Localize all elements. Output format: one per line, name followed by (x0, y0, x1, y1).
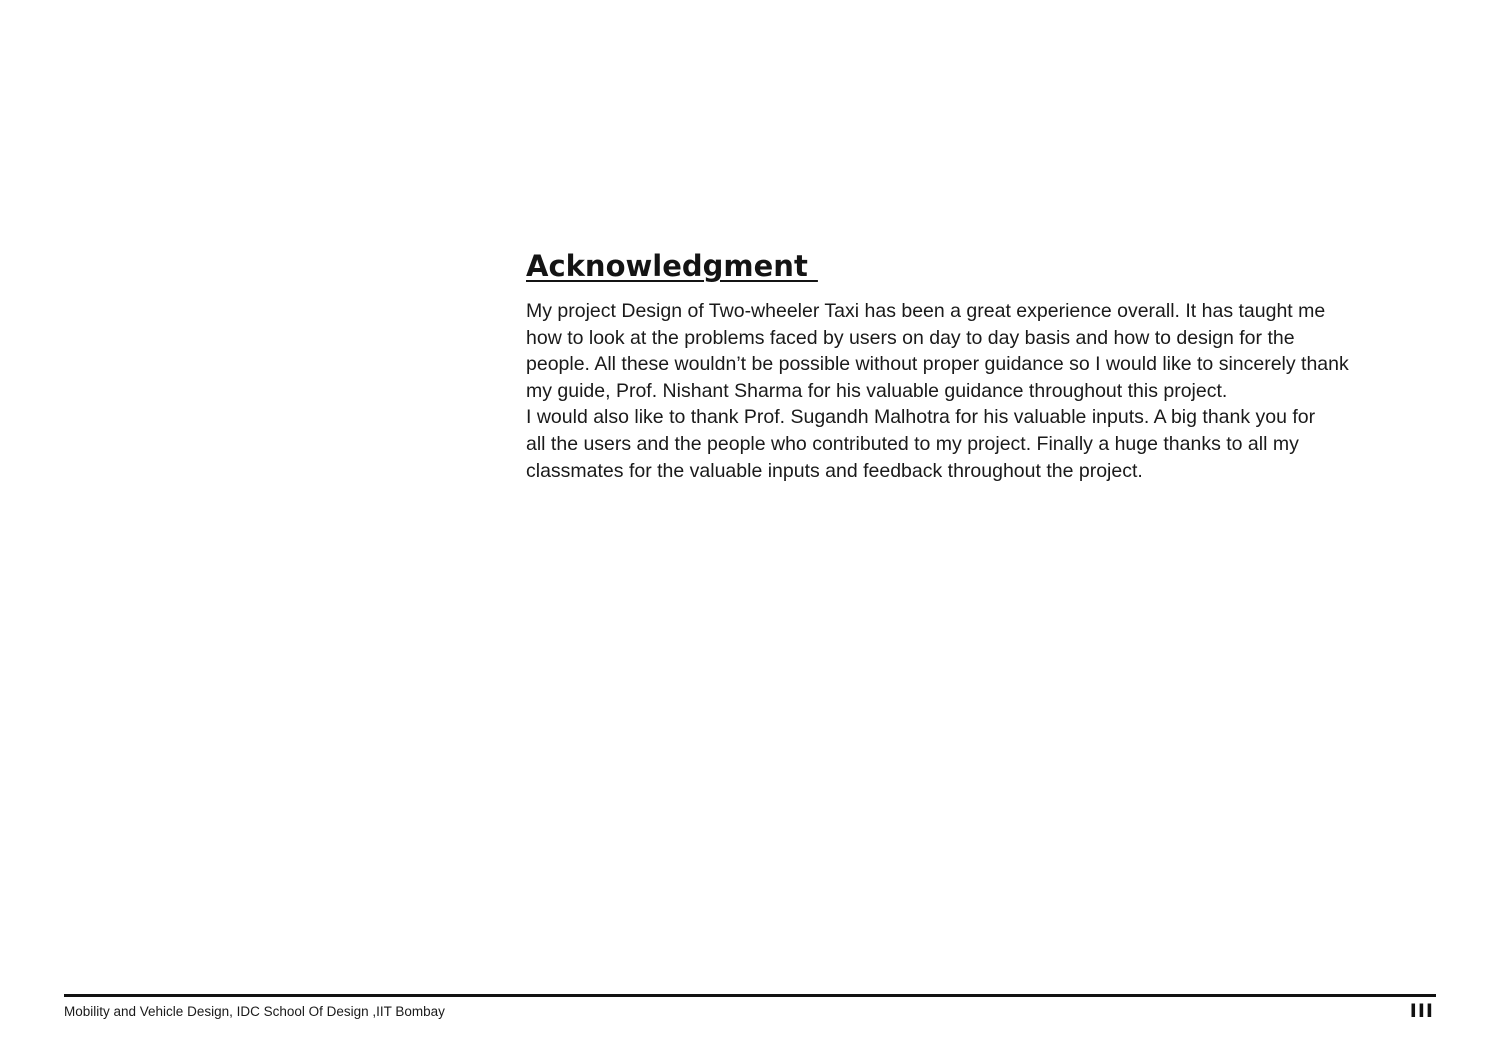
body-line: people. All these wouldn’t be possible without proper guidance so I would like to sincerely thank (526, 353, 1349, 376)
body-line: all the users and the people who contributed to my project. Finally a huge thanks to all my (526, 432, 1299, 455)
footer-divider (64, 994, 1436, 997)
body-line: My project Design of Two-wheeler Taxi has been a great experience overall. It has taught me (526, 300, 1326, 322)
body-line: my guide, Prof. Nishant Sharma for his valuable guidance throughout this project. (526, 379, 1228, 402)
page-title: Acknowledgment (526, 249, 818, 283)
acknowledgment-section (526, 248, 1441, 484)
acknowledgment-body (526, 298, 1441, 484)
body-line: I would also like to thank Prof. Sugandh Malhotra for his valuable inputs. A big thank you for (526, 406, 1316, 429)
body-line: classmates for the valuable inputs and feedback throughout the project. (526, 459, 1143, 482)
page-number: III (1409, 1000, 1434, 1022)
footer-institution: Mobility and Vehicle Design, IDC School Of Design ,IIT Bombay (64, 1004, 445, 1019)
body-line: how to look at the problems faced by users on day to day basis and how to design for the (526, 326, 1295, 349)
